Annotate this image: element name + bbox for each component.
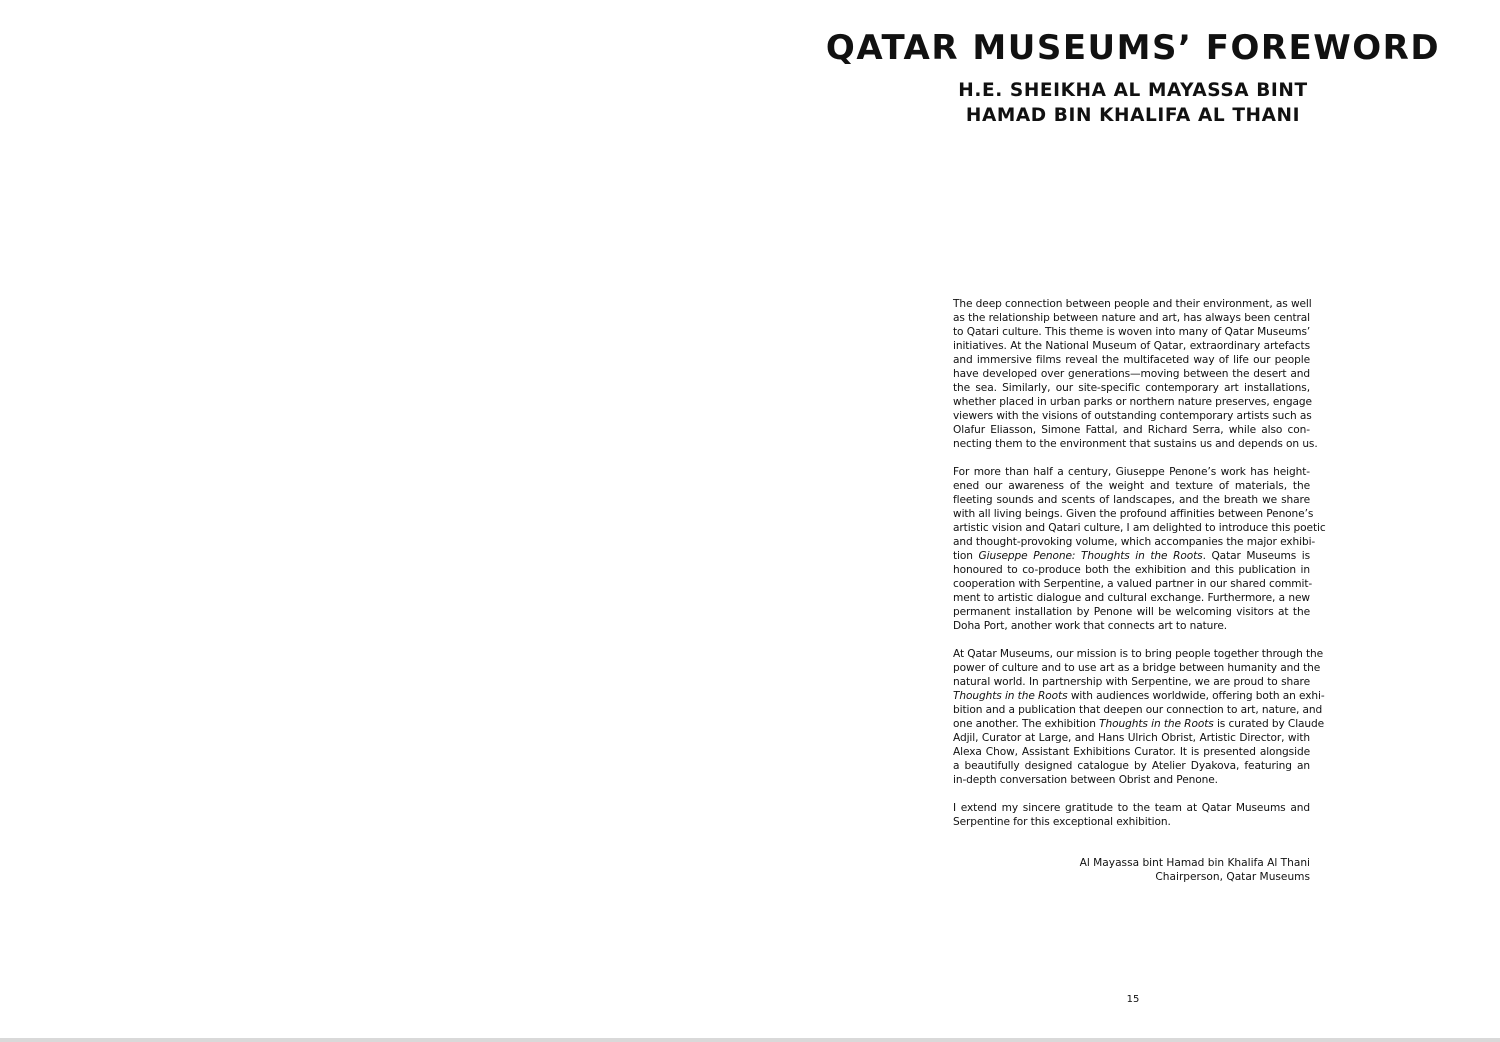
foreword-body [953, 297, 1326, 843]
text-line: ment to artistic dialogue and cultural exchange. Furthermore, a new [953, 592, 1310, 604]
author-subtitle [900, 78, 1366, 128]
text-segment: is curated by Claude [1213, 718, 1325, 730]
text-line: Adjil, Curator at Large, and Hans Ulrich Obrist, Artistic Director, with [953, 732, 1310, 744]
italic-title: Thoughts in the Roots [953, 690, 1068, 702]
signature-block [953, 856, 1310, 884]
italic-title: Thoughts in the Roots [1099, 718, 1214, 730]
text-line: the sea. Similarly, our site-specific contemporary art installations, [953, 382, 1310, 394]
text-line [953, 549, 1310, 563]
bottom-border [0, 1038, 1500, 1042]
text-line: I extend my sincere gratitude to the team at Qatar Museums and [953, 802, 1310, 814]
page-title: QATAR MUSEUMS’ FOREWORD [825, 28, 1441, 68]
text-line: bition and a publication that deepen our connection to art, nature, and [953, 704, 1323, 716]
text-line: Alexa Chow, Assistant Exhibitions Curator. It is presented alongside [953, 746, 1310, 758]
paragraph [953, 297, 1318, 451]
text-line: honoured to co-produce both the exhibition and this publication in [953, 564, 1310, 576]
text-line: fleeting sounds and scents of landscapes, and the breath we share [953, 494, 1310, 506]
subtitle-line-1: H.E. SHEIKHA AL MAYASSA BINT [958, 80, 1308, 101]
text-line: Serpentine for this exceptional exhibition. [953, 816, 1171, 828]
text-line [953, 689, 1325, 703]
text-line: initiatives. At the National Museum of Qatar, extraordinary artefacts [953, 340, 1310, 352]
text-segment: tion [953, 550, 979, 562]
text-line: Olafur Eliasson, Simone Fattal, and Richard Serra, while also con- [953, 424, 1310, 436]
text-line: cooperation with Serpentine, a valued partner in our shared commit- [953, 578, 1313, 590]
subtitle-line-2: HAMAD BIN KHALIFA AL THANI [965, 105, 1301, 126]
text-segment: one another. The exhibition [953, 718, 1100, 730]
text-segment: . Qatar Museums is [1202, 550, 1310, 562]
text-line: in-depth conversation between Obrist and Penone. [953, 774, 1218, 786]
text-line: ened our awareness of the weight and texture of materials, the [953, 480, 1310, 492]
page-number: 15 [1126, 994, 1140, 1005]
text-line: power of culture and to use art as a bridge between humanity and the [953, 662, 1321, 674]
text-line: with all living beings. Given the profound affinities between Penone’s [953, 508, 1314, 520]
text-line: Doha Port, another work that connects art to nature. [953, 620, 1227, 632]
italic-title: Giuseppe Penone: Thoughts in the Roots [978, 550, 1203, 562]
text-line: whether placed in urban parks or northern nature preserves, engage [953, 396, 1312, 408]
text-line: viewers with the visions of outstanding contemporary artists such as [953, 410, 1312, 422]
text-line: as the relationship between nature and art, has always been central [953, 312, 1310, 324]
signature-name: Al Mayassa bint Hamad bin Khalifa Al Thani [1079, 857, 1310, 869]
text-line: to Qatari culture. This theme is woven into many of Qatar Museums’ [953, 326, 1311, 338]
text-line: have developed over generations—moving between the desert and [953, 368, 1310, 380]
text-line: At Qatar Museums, our mission is to bring people together through the [953, 648, 1324, 660]
text-line: necting them to the environment that sustains us and depends on us. [953, 438, 1318, 450]
text-line: permanent installation by Penone will be welcoming visitors at the [953, 606, 1310, 618]
text-line: For more than half a century, Giuseppe Penone’s work has height- [953, 466, 1310, 478]
text-line [953, 717, 1325, 731]
text-segment: with audiences worldwide, offering both an exhi- [1067, 690, 1325, 702]
text-line: a beautifully designed catalogue by Atelier Dyakova, featuring an [953, 760, 1310, 772]
signature-role: Chairperson, Qatar Museums [1155, 871, 1310, 883]
paragraph [953, 465, 1326, 633]
paragraph [953, 801, 1310, 829]
text-line: The deep connection between people and their environment, as well [953, 298, 1312, 310]
text-line: natural world. In partnership with Serpentine, we are proud to share [953, 676, 1310, 688]
paragraph [953, 647, 1325, 787]
text-line: artistic vision and Qatari culture, I am delighted to introduce this poetic [953, 522, 1326, 534]
text-line: and thought-provoking volume, which accompanies the major exhibi- [953, 536, 1316, 548]
text-line: and immersive films reveal the multifaceted way of life our people [953, 354, 1310, 366]
